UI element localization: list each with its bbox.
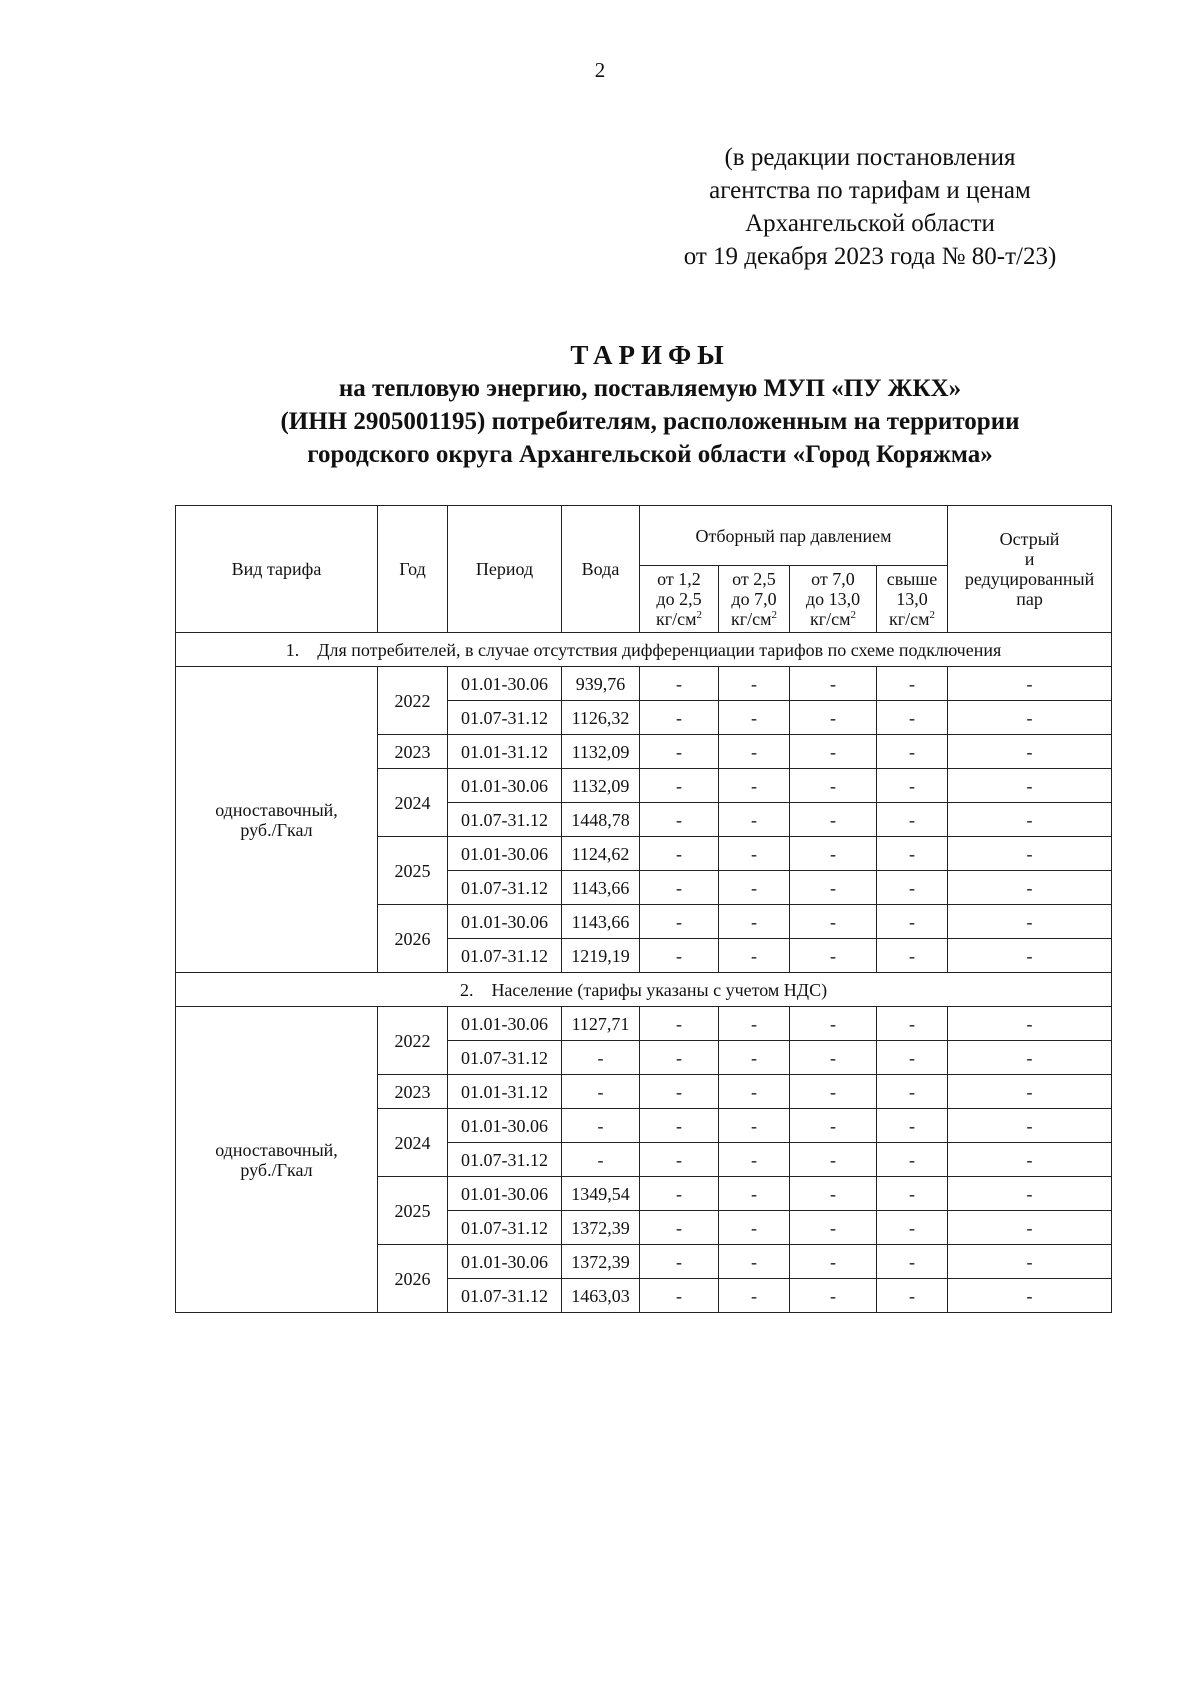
- year-cell: 2023: [378, 1075, 448, 1109]
- unit-text: кг/см: [655, 609, 697, 629]
- edition-note-line: Архангельской области: [745, 210, 995, 237]
- steam-cell: -: [640, 837, 719, 871]
- steam-cell: -: [640, 1177, 719, 1211]
- steam-cell: -: [877, 1007, 948, 1041]
- header-steam-from: от 7,0: [811, 569, 855, 589]
- period-cell: 01.07-31.12: [448, 803, 562, 837]
- steam-cell: -: [790, 1007, 877, 1041]
- section-row: [176, 633, 1112, 667]
- header-steam-to: 13,0: [896, 589, 928, 609]
- steam-cell: -: [790, 701, 877, 735]
- sharp-steam-cell: -: [948, 939, 1112, 973]
- steam-cell: -: [877, 905, 948, 939]
- steam-cell: -: [640, 1041, 719, 1075]
- steam-cell: -: [719, 769, 790, 803]
- water-cell: 1143,66: [562, 905, 640, 939]
- steam-cell: -: [719, 667, 790, 701]
- steam-cell: -: [719, 735, 790, 769]
- steam-cell: -: [640, 939, 719, 973]
- steam-cell: -: [640, 1279, 719, 1313]
- steam-cell: -: [877, 871, 948, 905]
- steam-cell: -: [877, 803, 948, 837]
- water-cell: 1219,19: [562, 939, 640, 973]
- water-cell: 1124,62: [562, 837, 640, 871]
- section-title-text: Для потребителей, в случае отсутствия дифференциации тарифов по схеме подключения: [317, 639, 1002, 660]
- section-title: [176, 633, 1112, 667]
- steam-cell: -: [719, 1245, 790, 1279]
- title-line: (ИНН 2905001195) потребителям, расположенным на территории: [280, 408, 1020, 435]
- steam-cell: -: [640, 769, 719, 803]
- header-sharp-line: редуцированный: [964, 569, 1095, 589]
- header-sharp-steam: [948, 506, 1112, 633]
- tariff-type-cell: [176, 667, 378, 973]
- period-cell: 01.01-31.12: [448, 1075, 562, 1109]
- steam-cell: -: [790, 1075, 877, 1109]
- table-row: [176, 667, 1112, 701]
- period-cell: 01.07-31.12: [448, 1279, 562, 1313]
- steam-cell: -: [640, 1211, 719, 1245]
- unit-exponent: 2: [850, 609, 856, 621]
- page-number: 2: [594, 58, 606, 82]
- water-cell: 1126,32: [562, 701, 640, 735]
- steam-cell: -: [640, 1075, 719, 1109]
- sharp-steam-cell: -: [948, 769, 1112, 803]
- steam-cell: -: [790, 1109, 877, 1143]
- tariff-type-line: одноставочный,: [215, 1139, 338, 1160]
- steam-cell: -: [719, 701, 790, 735]
- period-cell: 01.01-31.12: [448, 735, 562, 769]
- year-cell: 2026: [378, 1245, 448, 1313]
- header-steam-from: свыше: [886, 569, 938, 589]
- header-steam-from: от 2,5: [732, 569, 776, 589]
- unit-text: кг/см: [730, 609, 772, 629]
- steam-cell: -: [790, 837, 877, 871]
- steam-cell: -: [877, 1075, 948, 1109]
- water-cell: 1372,39: [562, 1245, 640, 1279]
- steam-cell: -: [719, 837, 790, 871]
- water-cell: 1132,09: [562, 769, 640, 803]
- water-cell: 1372,39: [562, 1211, 640, 1245]
- header-steam-col: [640, 566, 719, 633]
- steam-cell: -: [877, 769, 948, 803]
- water-cell: 1349,54: [562, 1177, 640, 1211]
- sharp-steam-cell: -: [948, 803, 1112, 837]
- steam-cell: -: [790, 1245, 877, 1279]
- steam-cell: -: [640, 1007, 719, 1041]
- steam-cell: -: [877, 1177, 948, 1211]
- unit-text: кг/см: [889, 609, 930, 629]
- section-number: 1.: [285, 639, 300, 660]
- water-cell: 1132,09: [562, 735, 640, 769]
- steam-cell: -: [719, 1109, 790, 1143]
- steam-cell: -: [877, 701, 948, 735]
- sharp-steam-cell: -: [948, 667, 1112, 701]
- year-cell: 2023: [378, 735, 448, 769]
- water-cell: 1127,71: [562, 1007, 640, 1041]
- header-steam-unit: [721, 609, 787, 629]
- steam-cell: -: [877, 667, 948, 701]
- header-steam-unit: [792, 609, 874, 629]
- steam-cell: -: [877, 837, 948, 871]
- steam-cell: -: [719, 1279, 790, 1313]
- steam-cell: -: [790, 1279, 877, 1313]
- period-cell: 01.01-30.06: [448, 905, 562, 939]
- section-row: [176, 973, 1112, 1007]
- header-water: Вода: [562, 506, 640, 633]
- steam-cell: -: [790, 1143, 877, 1177]
- header-tariff-type: Вид тарифа: [176, 506, 378, 633]
- steam-cell: -: [719, 1177, 790, 1211]
- sharp-steam-cell: -: [948, 1041, 1112, 1075]
- steam-cell: -: [790, 803, 877, 837]
- water-cell: -: [562, 1041, 640, 1075]
- water-cell: 1448,78: [562, 803, 640, 837]
- period-cell: 01.01-30.06: [448, 1245, 562, 1279]
- period-cell: 01.01-30.06: [448, 667, 562, 701]
- period-cell: 01.07-31.12: [448, 871, 562, 905]
- tariff-type-cell: [176, 1007, 378, 1313]
- edition-note-line: (в редакции постановления: [724, 144, 1016, 171]
- sharp-steam-cell: -: [948, 905, 1112, 939]
- tariff-type-line: одноставочный,: [215, 799, 338, 820]
- header-steam-col: [719, 566, 790, 633]
- steam-cell: -: [719, 1075, 790, 1109]
- steam-cell: -: [790, 1211, 877, 1245]
- table-body: [176, 633, 1112, 1313]
- header-steam-col: [790, 566, 877, 633]
- period-cell: 01.07-31.12: [448, 1143, 562, 1177]
- year-cell: 2025: [378, 837, 448, 905]
- steam-cell: -: [877, 1109, 948, 1143]
- steam-cell: -: [877, 939, 948, 973]
- sharp-steam-cell: -: [948, 1143, 1112, 1177]
- water-cell: -: [562, 1109, 640, 1143]
- header-sharp-line: и: [1024, 549, 1035, 569]
- title-line: на тепловую энергию, поставляемую МУП «ПУ ЖКХ»: [338, 375, 962, 402]
- title-line: городского округа Архангельской области «Город Коряжма»: [307, 441, 993, 468]
- steam-cell: -: [719, 803, 790, 837]
- steam-cell: -: [790, 871, 877, 905]
- water-cell: 1463,03: [562, 1279, 640, 1313]
- header-period: Период: [448, 506, 562, 633]
- period-cell: 01.01-30.06: [448, 1109, 562, 1143]
- steam-cell: -: [790, 1177, 877, 1211]
- unit-exponent: 2: [929, 609, 936, 621]
- tariffs-table: [175, 505, 1112, 1313]
- steam-cell: -: [640, 905, 719, 939]
- steam-cell: -: [790, 735, 877, 769]
- steam-cell: -: [640, 871, 719, 905]
- year-cell: 2022: [378, 1007, 448, 1075]
- period-cell: 01.07-31.12: [448, 1041, 562, 1075]
- year-cell: 2024: [378, 769, 448, 837]
- sharp-steam-cell: -: [948, 1177, 1112, 1211]
- sharp-steam-cell: -: [948, 1007, 1112, 1041]
- period-cell: 01.07-31.12: [448, 701, 562, 735]
- sharp-steam-cell: -: [948, 1109, 1112, 1143]
- unit-exponent: 2: [771, 609, 777, 621]
- period-cell: 01.07-31.12: [448, 1211, 562, 1245]
- sharp-steam-cell: -: [948, 1211, 1112, 1245]
- steam-cell: -: [719, 905, 790, 939]
- period-cell: 01.01-30.06: [448, 1177, 562, 1211]
- period-cell: 01.01-30.06: [448, 1007, 562, 1041]
- steam-cell: -: [877, 1245, 948, 1279]
- steam-cell: -: [877, 735, 948, 769]
- sharp-steam-cell: -: [948, 735, 1112, 769]
- sharp-steam-cell: -: [948, 837, 1112, 871]
- steam-cell: -: [790, 769, 877, 803]
- water-cell: -: [562, 1143, 640, 1177]
- water-cell: 939,76: [562, 667, 640, 701]
- steam-cell: -: [790, 667, 877, 701]
- steam-cell: -: [640, 803, 719, 837]
- period-cell: 01.07-31.12: [448, 939, 562, 973]
- tariff-type-line: руб./Гкал: [240, 1159, 313, 1180]
- sharp-steam-cell: -: [948, 1245, 1112, 1279]
- steam-cell: -: [640, 701, 719, 735]
- document-title: [180, 338, 1120, 471]
- steam-cell: -: [719, 1007, 790, 1041]
- sharp-steam-cell: -: [948, 701, 1112, 735]
- edition-note-line: от 19 декабря 2023 года № 80-т/23): [683, 243, 1057, 270]
- header-steam-to: до 13,0: [805, 589, 861, 609]
- steam-cell: -: [719, 939, 790, 973]
- steam-cell: -: [719, 871, 790, 905]
- header-steam-unit: [642, 609, 716, 629]
- title-main: ТАРИФЫ: [570, 340, 730, 370]
- sharp-steam-cell: -: [948, 1075, 1112, 1109]
- section-number: 2.: [459, 979, 474, 1000]
- steam-cell: -: [640, 735, 719, 769]
- steam-cell: -: [640, 1109, 719, 1143]
- tariff-type-line: руб./Гкал: [240, 819, 313, 840]
- steam-cell: -: [877, 1211, 948, 1245]
- year-cell: 2026: [378, 905, 448, 973]
- header-steam-group: Отборный пар давлением: [640, 506, 948, 566]
- period-cell: 01.01-30.06: [448, 837, 562, 871]
- steam-cell: -: [790, 1041, 877, 1075]
- sharp-steam-cell: -: [948, 871, 1112, 905]
- header-sharp-line: Острый: [999, 529, 1060, 549]
- section-title-text: Население (тарифы указаны с учетом НДС): [491, 979, 828, 1000]
- steam-cell: -: [640, 667, 719, 701]
- sharp-steam-cell: -: [948, 1279, 1112, 1313]
- header-steam-to: до 7,0: [731, 589, 777, 609]
- steam-cell: -: [719, 1041, 790, 1075]
- steam-cell: -: [719, 1211, 790, 1245]
- year-cell: 2024: [378, 1109, 448, 1177]
- header-steam-to: до 2,5: [656, 589, 702, 609]
- header-year: Год: [378, 506, 448, 633]
- table-row: [176, 1007, 1112, 1041]
- year-cell: 2022: [378, 667, 448, 735]
- header-steam-unit: [879, 609, 945, 629]
- edition-note-line: агентства по тарифам и ценам: [709, 177, 1031, 204]
- header-sharp-line: пар: [1016, 589, 1043, 609]
- header-steam-col: [877, 566, 948, 633]
- steam-cell: -: [719, 1143, 790, 1177]
- year-cell: 2025: [378, 1177, 448, 1245]
- water-cell: 1143,66: [562, 871, 640, 905]
- unit-exponent: 2: [696, 609, 702, 621]
- water-cell: -: [562, 1075, 640, 1109]
- steam-cell: -: [877, 1279, 948, 1313]
- steam-cell: -: [790, 905, 877, 939]
- steam-cell: -: [640, 1245, 719, 1279]
- steam-cell: -: [790, 939, 877, 973]
- header-steam-from: от 1,2: [657, 569, 701, 589]
- edition-note: [620, 141, 1120, 273]
- steam-cell: -: [877, 1041, 948, 1075]
- unit-text: кг/см: [809, 609, 851, 629]
- steam-cell: -: [640, 1143, 719, 1177]
- section-title: [176, 973, 1112, 1007]
- steam-cell: -: [877, 1143, 948, 1177]
- period-cell: 01.01-30.06: [448, 769, 562, 803]
